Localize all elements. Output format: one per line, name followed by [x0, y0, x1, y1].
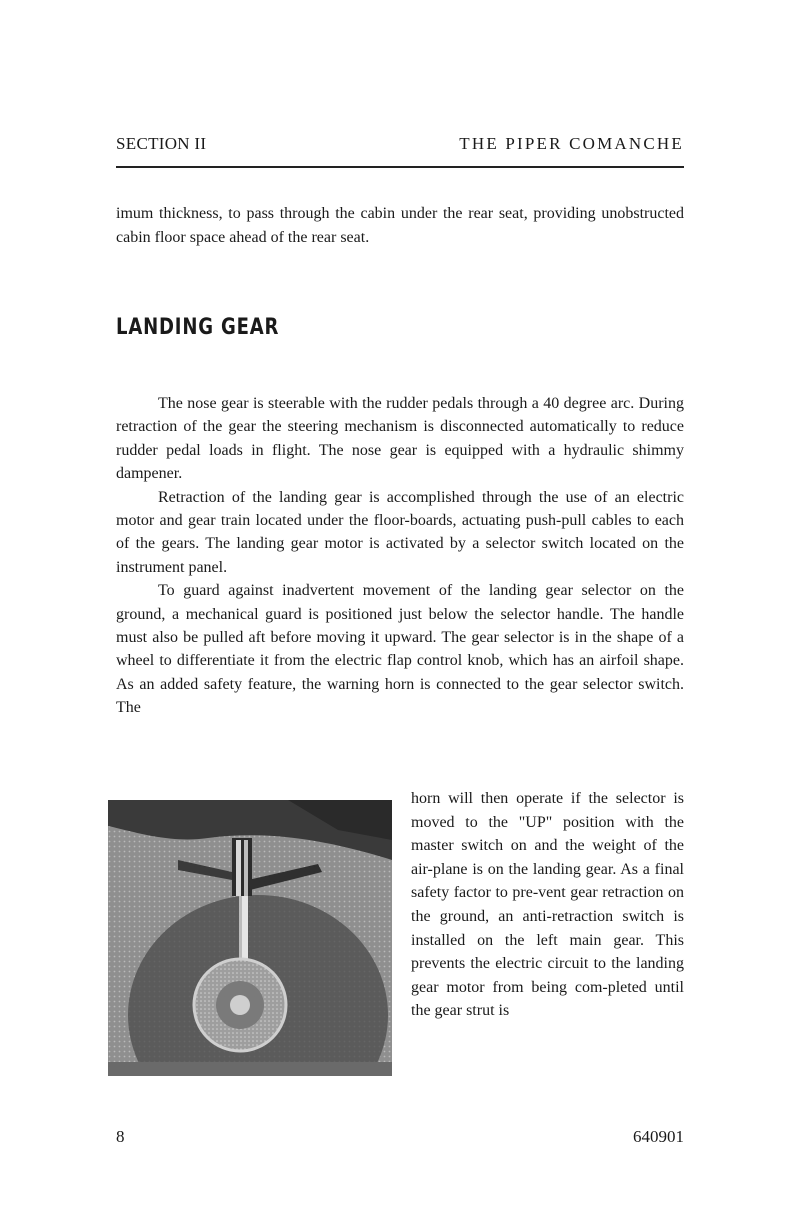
wrapped-paragraph: horn will then operate if the selector is moved to the "UP" position with the master switch on and the weight of the air-plane is on the landing gear. As a final safety factor to pre-vent gear retraction on the ground, an anti-retraction switch is installed on the left main gear. This prevents the electric circuit to the landing gear motor from being com-pleted until the gear strut is [411, 790, 684, 1020]
book-title: THE PIPER COMANCHE [459, 134, 684, 153]
paragraph-retraction: Retraction of the landing gear is accomplished through the use of an electric motor and gear train located under the floor-boards, actuating push-pull cables to each of the gears. The landing gear motor is activated by a selector switch located on the instrument panel. [116, 488, 684, 576]
document-code: 640901 [633, 1127, 684, 1146]
nose-gear-photo-icon [108, 800, 392, 1076]
paragraph-nose-gear: The nose gear is steerable with the rudder pedals through a 40 degree arc. During retraction of the gear the steering mechanism is disconnected automatically to reduce rudder pedal loads in flight. The nose gear is equipped with a hydraulic shimmy dampener. [116, 395, 684, 483]
section-heading: LANDING GEAR [116, 315, 280, 340]
header-rule [116, 166, 684, 168]
paragraph-guard: To guard against inadvertent movement of the landing gear selector on the ground, a mechanical guard is positioned just below the selector handle. The handle must also be pulled aft before moving it upward. The gear selector is in the shape of a wheel to differentiate it from the electric flap control knob, which has an airfoil shape. As an added safety feature, the warning horn is connected to the gear selector switch. The [116, 582, 684, 717]
intro-paragraph: imum thickness, to pass through the cabin under the rear seat, providing unobstructed cabin floor space ahead of the rear seat. [116, 205, 684, 246]
body-text [116, 392, 684, 720]
section-label: SECTION II [116, 134, 207, 153]
page-number: 8 [116, 1127, 125, 1146]
nose-gear-photo [108, 800, 392, 1076]
page-header [116, 134, 684, 160]
